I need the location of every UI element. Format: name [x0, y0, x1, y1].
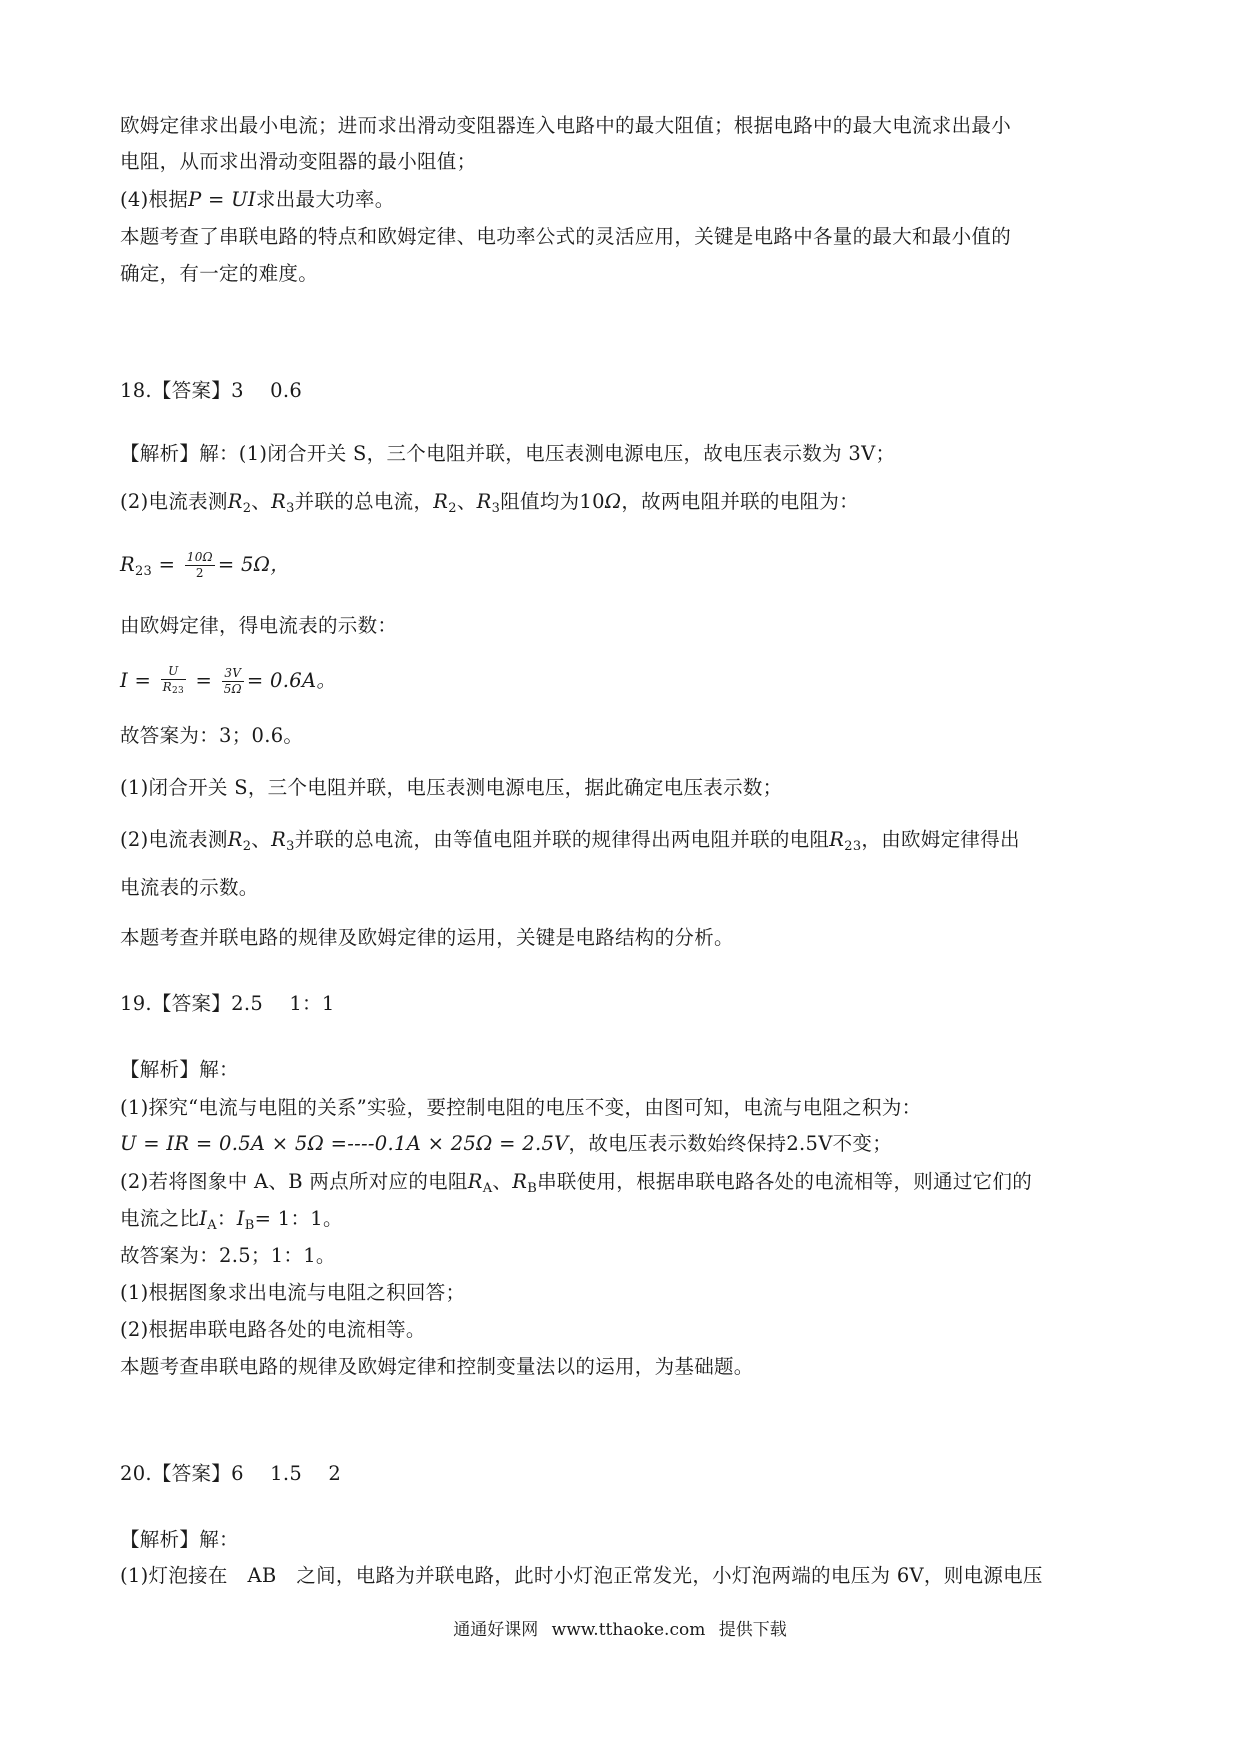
symbol-r: R	[120, 553, 135, 576]
text-span: 串联使用，根据串联电路各处的电流相等，则通过它们的	[537, 1170, 1033, 1193]
text-line	[120, 1130, 892, 1158]
text-span: 求出最大功率。	[255, 188, 395, 211]
text-line: 本题考查并联电路的规律及欧姆定律的运用，关键是电路结构的分析。	[120, 926, 734, 949]
text-line	[120, 488, 859, 523]
symbol-r: R	[467, 1170, 483, 1193]
text-line: (1)灯泡接在 AB 之间，电路为并联电路，此时小灯泡正常发光，小灯泡两端的电压为 6V，则电源电压	[120, 1564, 1043, 1587]
text-span: 、	[456, 490, 477, 513]
subscript: 2	[242, 501, 252, 516]
formula-result: = 0.6A。	[246, 669, 337, 692]
equals-sign: =	[128, 669, 158, 692]
subscript: 3	[491, 501, 501, 516]
text-line: 电阻，从而求出滑动变阻器的最小阻值；	[120, 150, 477, 173]
footer-url[interactable]: www.tthaoke.com	[551, 1620, 706, 1640]
symbol-r: R	[829, 828, 845, 851]
formula-result: = 5Ω，	[217, 553, 291, 576]
symbol-r: R	[227, 828, 243, 851]
text-line: 欧姆定律求出最小电流；进而求出滑动变阻器连入电路中的最大阻值；根据电路中的最大电流求出最小	[120, 114, 1012, 137]
subscript: 23	[134, 564, 153, 579]
answer-heading-20: 20.【答案】6 1.5 2	[120, 1462, 342, 1485]
subscript: 23	[172, 686, 185, 696]
text-span: 电流之比	[120, 1207, 200, 1230]
text-span: ：	[216, 1207, 237, 1230]
text-line: 由欧姆定律，得电流表的示数：	[120, 614, 398, 637]
page-footer	[0, 1618, 1240, 1642]
answer-heading-18: 18.【答案】3 0.6	[120, 379, 303, 402]
text-line	[120, 186, 395, 214]
fraction-numerator: 10Ω	[186, 550, 213, 564]
text-span: (4)根据	[120, 188, 189, 211]
symbol-r: R	[271, 828, 287, 851]
text-span: 并联的总电流，	[294, 490, 434, 513]
footer-tail: 提供下载	[718, 1620, 787, 1640]
text-line: 故答案为：2.5；1：1。	[120, 1244, 336, 1267]
answer-heading-19: 19.【答案】2.5 1：1	[120, 992, 335, 1015]
symbol-i: I	[236, 1207, 245, 1230]
text-line: (2)根据串联电路各处的电流相等。	[120, 1318, 426, 1341]
text-line: 电流表的示数。	[120, 876, 259, 899]
symbol-r: R	[271, 490, 287, 513]
text-span: ，故电压表示数始终保持2.5V不变；	[568, 1132, 893, 1155]
subscript: 2	[448, 501, 457, 516]
subscript: 3	[286, 501, 295, 516]
text-line: 本题考查了串联电路的特点和欧姆定律、电功率公式的灵活应用，关键是电路中各量的最大和最小值的	[120, 225, 1012, 248]
text-span: = 1：1。	[254, 1207, 343, 1230]
text-span: 并联的总电流，由等值电阻并联的规律得出两电阻并联的电阻	[294, 828, 830, 851]
text-line: 故答案为：3；0.6。	[120, 724, 304, 747]
fraction-denominator: 5Ω	[223, 682, 242, 696]
fraction	[222, 666, 244, 697]
formula-current	[120, 664, 336, 699]
text-span: 、	[251, 490, 272, 513]
symbol-r: R	[512, 1170, 528, 1193]
symbol-r: R	[476, 490, 492, 513]
subscript: 3	[286, 839, 295, 854]
subscript: 23	[844, 839, 862, 854]
subscript: B	[527, 1181, 538, 1196]
equals-sign: =	[152, 553, 182, 576]
symbol-i: I	[199, 1207, 208, 1230]
text-line: 【解析】解：	[120, 1058, 239, 1081]
text-line: 【解析】解：(1)闭合开关 S，三个电阻并联，电压表测电源电压，故电压表示数为 3V；	[120, 442, 896, 465]
text-span: (2)电流表测	[120, 828, 228, 851]
text-line: 确定，有一定的难度。	[120, 262, 319, 285]
fraction-denominator: 2	[195, 566, 204, 580]
text-span: (2)若将图象中 A、B 两点所对应的电阻	[120, 1170, 468, 1193]
fraction-numerator: U	[161, 664, 186, 680]
text-line: 本题考查串联电路的规律及欧姆定律和控制变量法以的运用，为基础题。	[120, 1355, 754, 1378]
text-line: (1)闭合开关 S，三个电阻并联，电压表测电源电压，据此确定电压表示数；	[120, 776, 783, 799]
text-span: 、	[251, 828, 272, 851]
fraction	[161, 664, 186, 699]
footer-site-name: 通通好课网	[453, 1620, 539, 1640]
symbol-r: R	[227, 490, 243, 513]
subscript: A	[207, 1218, 217, 1233]
symbol-r: R	[433, 490, 449, 513]
subscript: B	[244, 1218, 255, 1233]
fraction-numerator: 3V	[222, 666, 244, 682]
fraction	[185, 550, 215, 581]
text-line: 【解析】解：	[120, 1528, 239, 1551]
text-span: (2)电流表测	[120, 490, 228, 513]
text-line	[120, 826, 1020, 861]
subscript: 2	[242, 839, 252, 854]
text-line: (1)探究“电流与电阻的关系”实验，要控制电阻的电压不变，由图可知，电流与电阻之积为：	[120, 1096, 922, 1119]
text-line	[120, 1205, 343, 1240]
text-span: ，故两电阻并联的电阻为：	[621, 490, 859, 513]
text-line: (1)根据图象求出电流与电阻之积回答；	[120, 1281, 466, 1304]
text-line	[120, 1168, 1032, 1203]
symbol-omega: Ω	[604, 490, 622, 513]
equals-sign: =	[189, 669, 219, 692]
text-span: 、	[492, 1170, 513, 1193]
fraction-denominator	[161, 680, 186, 699]
formula-r23	[120, 550, 290, 586]
symbol-r: R	[162, 680, 172, 694]
subscript: A	[482, 1181, 493, 1196]
math-expression: P = UI	[188, 188, 256, 211]
symbol-i: I	[120, 669, 129, 692]
math-expression: U = IR = 0.5A × 5Ω =----0.1A × 25Ω = 2.5V	[120, 1132, 569, 1155]
text-span: ，由欧姆定律得出	[861, 828, 1020, 851]
text-span: 阻值均为10	[500, 490, 605, 513]
